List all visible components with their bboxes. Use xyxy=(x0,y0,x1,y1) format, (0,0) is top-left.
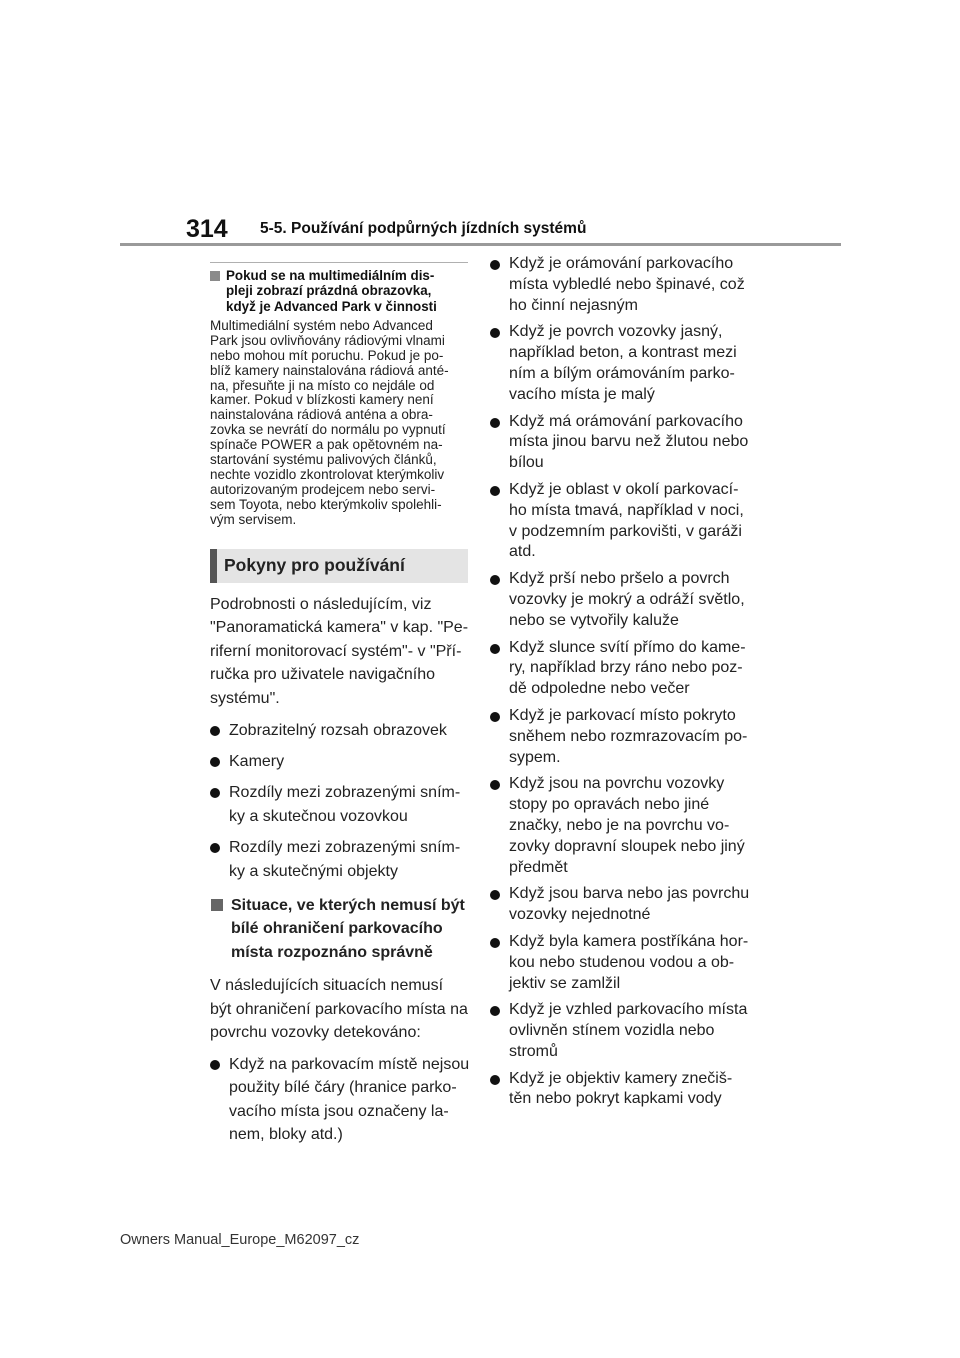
usage-list xyxy=(210,719,472,883)
heading-accent-bar xyxy=(210,549,217,583)
bullet-icon xyxy=(210,726,220,736)
list-item-text: Když je parkovací místo pokryto sněhem nebo rozmrazovacím po- sypem. xyxy=(509,706,748,766)
usage-heading-box xyxy=(210,549,468,583)
bullet-icon xyxy=(210,1060,220,1070)
bullet-icon xyxy=(490,260,500,270)
list-item-text: Když jsou barva nebo jas povrchu vozovky nejednotné xyxy=(509,885,750,924)
usage-heading: Pokyny pro používání xyxy=(224,555,405,576)
list-item-text: Kamery xyxy=(229,752,285,770)
usage-intro: Podrobnosti o následujícím, viz "Panoramatická kamera" v kap. "Pe- riferní monitorovací systém"- v "Pří- ručka pro uživatele navigačního systému". xyxy=(210,595,469,707)
list-item xyxy=(210,781,472,828)
list-item-text: Když je povrch vozovky jasný, například beton, a kontrast mezi ním a bílým orámováním parko- vacího místa je malý xyxy=(509,323,737,403)
list-item xyxy=(210,836,472,883)
list-item xyxy=(210,719,472,742)
bullet-icon xyxy=(490,644,500,654)
page-number: 314 xyxy=(186,215,228,243)
note-divider xyxy=(210,262,468,263)
list-item xyxy=(490,569,766,631)
list-item-text: Když byla kamera postříkána hor- kou nebo studenou vodou a ob- jektiv se zamlžil xyxy=(509,932,749,992)
list-item-text: Když je objektiv kamery znečiš- těn nebo pokryt kapkami vody xyxy=(509,1069,733,1108)
list-item xyxy=(210,1053,472,1147)
list-item-text: Když je oblast v okolí parkovací- ho místa tmavá, například v noci, v podzemním parkovišti, v garáži atd. xyxy=(509,480,744,561)
list-item xyxy=(490,1000,766,1062)
bullet-icon xyxy=(490,1006,500,1016)
square-bullet-icon xyxy=(210,271,220,281)
note-heading-text: Pokud se na multimediálním dis- pleji zobrazí prázdná obrazovka, když je Advanced Park v činnosti xyxy=(226,268,437,314)
bullet-icon xyxy=(210,757,220,767)
list-item xyxy=(210,750,472,773)
bullet-icon xyxy=(490,486,500,496)
situations-intro: V následujících situacích nemusí být ohraničení parkovacího místa na povrchu vozovky detekováno: xyxy=(210,977,468,1042)
bullet-icon xyxy=(490,328,500,338)
square-bullet-icon xyxy=(211,899,223,911)
list-item-text: Zobrazitelný rozsah obrazovek xyxy=(229,721,447,739)
list-item xyxy=(490,412,766,474)
list-item-text: Rozdíly mezi zobrazenými sním- ky a skutečnými objekty xyxy=(229,839,461,880)
bullet-icon xyxy=(210,788,220,798)
bullet-icon xyxy=(490,575,500,585)
note-heading xyxy=(210,268,472,314)
list-item xyxy=(490,480,766,563)
list-item-text: Když je orámování parkovacího místa vybledlé nebo špinavé, což ho činní nejasným xyxy=(509,255,745,314)
list-item-text: Když prší nebo pršelo a povrch vozovky je mokrý a odráží světlo, nebo se vytvořily kaluže xyxy=(509,570,745,629)
section-title: 5-5. Používání podpůrných jízdních systémů xyxy=(260,220,587,237)
list-item-text: Když na parkovacím místě nejsou použity bílé čáry (hranice parko- vacího místa jsou označeny la- nem, bloky atd.) xyxy=(229,1055,470,1144)
list-item-text: Rozdíly mezi zobrazenými sním- ky a skutečnou vozovkou xyxy=(229,784,461,825)
footer-doc-id: Owners Manual_Europe_M62097_cz xyxy=(120,1232,360,1248)
bullet-icon xyxy=(490,780,500,790)
situations-heading-text: Situace, ve kterých nemusí být bílé ohraničení parkovacího místa rozpoznáno správně xyxy=(231,896,465,961)
bullet-icon xyxy=(490,938,500,948)
header-divider xyxy=(120,243,841,246)
list-item xyxy=(490,706,766,768)
list-item-text: Když má orámování parkovacího místa jinou barvu než žlutou nebo bílou xyxy=(509,412,749,472)
left-column xyxy=(210,262,472,1147)
list-item-text: Když jsou na povrchu vozovky stopy po opravách nebo jiné značky, nebo je na povrchu vo- zovky dopravní sloupek nebo jiný předmět xyxy=(509,775,745,876)
situations-list-right xyxy=(490,254,766,1110)
list-item xyxy=(490,932,766,994)
bullet-icon xyxy=(490,890,500,900)
situations-heading xyxy=(210,894,472,964)
list-item xyxy=(490,322,766,405)
list-item xyxy=(490,638,766,700)
list-item xyxy=(490,884,766,926)
situations-list-left xyxy=(210,1053,472,1147)
bullet-icon xyxy=(490,418,500,428)
list-item-text: Když slunce svítí přímo do kame- ry, například brzy ráno nebo poz- dě odpoledne nebo večer xyxy=(509,638,746,698)
bullet-icon xyxy=(210,843,220,853)
list-item xyxy=(490,254,766,316)
list-item-text: Když je vzhled parkovacího místa ovlivněn stínem vozidla nebo stromů xyxy=(509,1001,748,1060)
bullet-icon xyxy=(490,1075,500,1085)
list-item xyxy=(490,774,766,878)
note-body: Multimediální systém nebo Advanced Park jsou ovlivňovány rádiovými vlnami nebo mohou mít poruchu. Pokud je po- blíž kamery nainstalována rádiová anté- na, přesuňte ji na místo co nejdále od kamer. Pokud v blízkosti kamery není nainstalována rádiová anténa a obra- zovka se nevrátí do normálu po vypnutí spínače POWER a pak opětovném na- startování systému palivových článků, nechte vozidlo zkontrolovat kterýmkoliv autorizovaným prodejcem nebo servi- sem Toyota, nebo kterýmkoliv spolehli- vým servisem. xyxy=(210,317,449,527)
bullet-icon xyxy=(490,712,500,722)
list-item xyxy=(490,1069,766,1111)
right-column xyxy=(490,254,766,1116)
